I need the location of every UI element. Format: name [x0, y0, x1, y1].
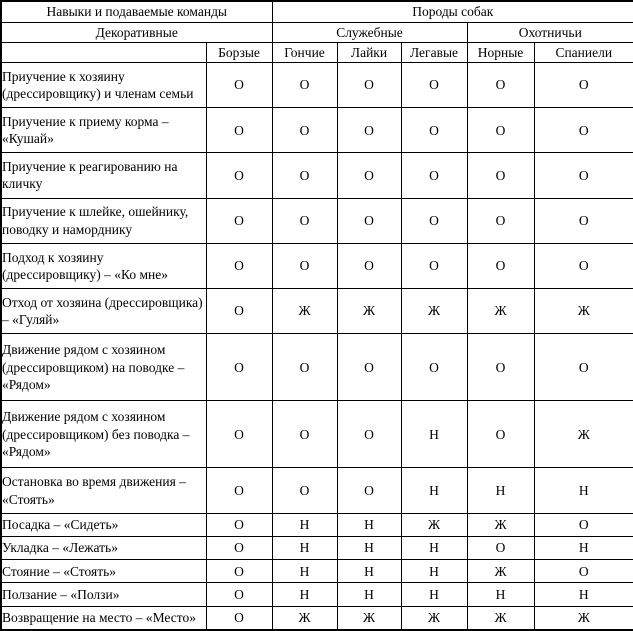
mark-cell: Н: [401, 468, 467, 513]
skill-label: Возвращение на место – «Место»: [1, 606, 206, 630]
mark-cell: Н: [534, 536, 633, 559]
mark-cell: О: [272, 334, 337, 401]
mark-cell: Н: [337, 583, 401, 606]
mark-cell: О: [337, 63, 401, 108]
header-breed-borzye: Борзые: [206, 43, 272, 63]
mark-cell: Ж: [401, 288, 467, 333]
mark-cell: О: [467, 334, 534, 401]
table-row: [1, 536, 633, 559]
header-dog-breeds: Породы собак: [272, 1, 633, 23]
mark-cell: О: [534, 108, 633, 153]
mark-cell: О: [206, 198, 272, 243]
mark-cell: О: [272, 401, 337, 468]
mark-cell: О: [467, 63, 534, 108]
header-group-hunting: Охотничьи: [467, 23, 633, 43]
mark-cell: Ж: [467, 513, 534, 536]
mark-cell: О: [401, 334, 467, 401]
mark-cell: О: [467, 153, 534, 198]
skill-label: Приучение к реагированию на кличку: [1, 153, 206, 198]
mark-cell: О: [401, 153, 467, 198]
skill-label: Приучение к хозяину (дрессировщику) и членам семьи: [1, 63, 206, 108]
table-row: [1, 198, 633, 243]
mark-cell: О: [206, 334, 272, 401]
mark-cell: О: [206, 288, 272, 333]
mark-cell: О: [337, 243, 401, 288]
mark-cell: О: [206, 243, 272, 288]
skill-label: Отход от хозяина (дрессировщика) – «Гуляй»: [1, 288, 206, 333]
header-row-groups: [1, 23, 633, 43]
mark-cell: Ж: [272, 288, 337, 333]
header-breed-legavye: Легавые: [401, 43, 467, 63]
header-breed-gonchie: Гончие: [272, 43, 337, 63]
mark-cell: О: [206, 63, 272, 108]
mark-cell: Н: [467, 468, 534, 513]
mark-cell: О: [467, 243, 534, 288]
header-skills-and-commands: Навыки и подаваемые команды: [1, 1, 272, 23]
mark-cell: О: [272, 468, 337, 513]
mark-cell: О: [401, 198, 467, 243]
table-row: [1, 513, 633, 536]
skill-label: Движение рядом с хозяином (дрессировщиком) без поводка – «Рядом»: [1, 401, 206, 468]
mark-cell: О: [206, 560, 272, 583]
mark-cell: Ж: [534, 606, 633, 630]
mark-cell: О: [206, 153, 272, 198]
table-row: [1, 606, 633, 630]
mark-cell: О: [206, 583, 272, 606]
skill-label: Движение рядом с хозяином (дрессировщиком) на поводке – «Рядом»: [1, 334, 206, 401]
mark-cell: Н: [534, 583, 633, 606]
mark-cell: О: [534, 560, 633, 583]
skill-label: Стояние – «Стоять»: [1, 560, 206, 583]
mark-cell: Н: [272, 513, 337, 536]
mark-cell: Ж: [467, 288, 534, 333]
table-row: [1, 583, 633, 606]
header-skill-column-blank: [1, 43, 206, 63]
mark-cell: Ж: [534, 401, 633, 468]
mark-cell: Ж: [401, 606, 467, 630]
mark-cell: Н: [337, 536, 401, 559]
skill-label: Ползание – «Ползи»: [1, 583, 206, 606]
table-row: [1, 243, 633, 288]
mark-cell: О: [272, 63, 337, 108]
skill-label: Укладка – «Лежать»: [1, 536, 206, 559]
table-row: [1, 63, 633, 108]
table-row: [1, 401, 633, 468]
header-breed-laiki: Лайки: [337, 43, 401, 63]
mark-cell: О: [337, 401, 401, 468]
mark-cell: Н: [467, 583, 534, 606]
mark-cell: О: [467, 401, 534, 468]
mark-cell: О: [534, 198, 633, 243]
mark-cell: Ж: [467, 560, 534, 583]
mark-cell: О: [534, 334, 633, 401]
mark-cell: О: [272, 243, 337, 288]
mark-cell: О: [534, 513, 633, 536]
mark-cell: Н: [401, 401, 467, 468]
mark-cell: О: [206, 108, 272, 153]
mark-cell: Н: [401, 583, 467, 606]
table-row: [1, 153, 633, 198]
mark-cell: О: [206, 606, 272, 630]
mark-cell: О: [206, 468, 272, 513]
mark-cell: О: [401, 108, 467, 153]
mark-cell: Н: [272, 583, 337, 606]
mark-cell: О: [272, 198, 337, 243]
skill-label: Приучение к приему корма – «Кушай»: [1, 108, 206, 153]
mark-cell: О: [534, 153, 633, 198]
mark-cell: О: [467, 536, 534, 559]
mark-cell: О: [272, 153, 337, 198]
mark-cell: О: [401, 243, 467, 288]
skill-label: Остановка во время движения – «Стоять»: [1, 468, 206, 513]
mark-cell: Ж: [467, 606, 534, 630]
mark-cell: О: [337, 108, 401, 153]
mark-cell: О: [401, 63, 467, 108]
mark-cell: Н: [272, 560, 337, 583]
header-group-decorative: Декоративные: [1, 23, 272, 43]
table-row: [1, 560, 633, 583]
mark-cell: О: [206, 536, 272, 559]
mark-cell: Ж: [337, 606, 401, 630]
mark-cell: Н: [337, 513, 401, 536]
mark-cell: О: [337, 198, 401, 243]
skill-label: Приучение к шлейке, ошейнику, поводку и наморднику: [1, 198, 206, 243]
mark-cell: О: [337, 153, 401, 198]
table-row: [1, 108, 633, 153]
header-breed-nornye: Норные: [467, 43, 534, 63]
mark-cell: Ж: [534, 288, 633, 333]
mark-cell: Н: [272, 536, 337, 559]
mark-cell: О: [467, 198, 534, 243]
header-row-top: [1, 1, 633, 23]
header-row-breeds: [1, 43, 633, 63]
mark-cell: О: [337, 468, 401, 513]
mark-cell: О: [467, 108, 534, 153]
mark-cell: Ж: [337, 288, 401, 333]
table-header: [1, 1, 633, 63]
header-breed-spanieli: Спаниели: [534, 43, 633, 63]
skill-label: Посадка – «Сидеть»: [1, 513, 206, 536]
mark-cell: Н: [534, 468, 633, 513]
header-group-service: Служебные: [272, 23, 467, 43]
table-body: [1, 63, 633, 631]
table-row: [1, 334, 633, 401]
mark-cell: Ж: [401, 513, 467, 536]
skill-label: Подход к хозяину (дрессировщику) – «Ко мне»: [1, 243, 206, 288]
mark-cell: Н: [337, 560, 401, 583]
mark-cell: Н: [401, 536, 467, 559]
mark-cell: О: [337, 334, 401, 401]
mark-cell: О: [272, 108, 337, 153]
mark-cell: О: [206, 401, 272, 468]
mark-cell: Н: [401, 560, 467, 583]
mark-cell: О: [534, 63, 633, 108]
mark-cell: О: [534, 243, 633, 288]
table-row: [1, 468, 633, 513]
mark-cell: О: [206, 513, 272, 536]
table-row: [1, 288, 633, 333]
mark-cell: Ж: [272, 606, 337, 630]
